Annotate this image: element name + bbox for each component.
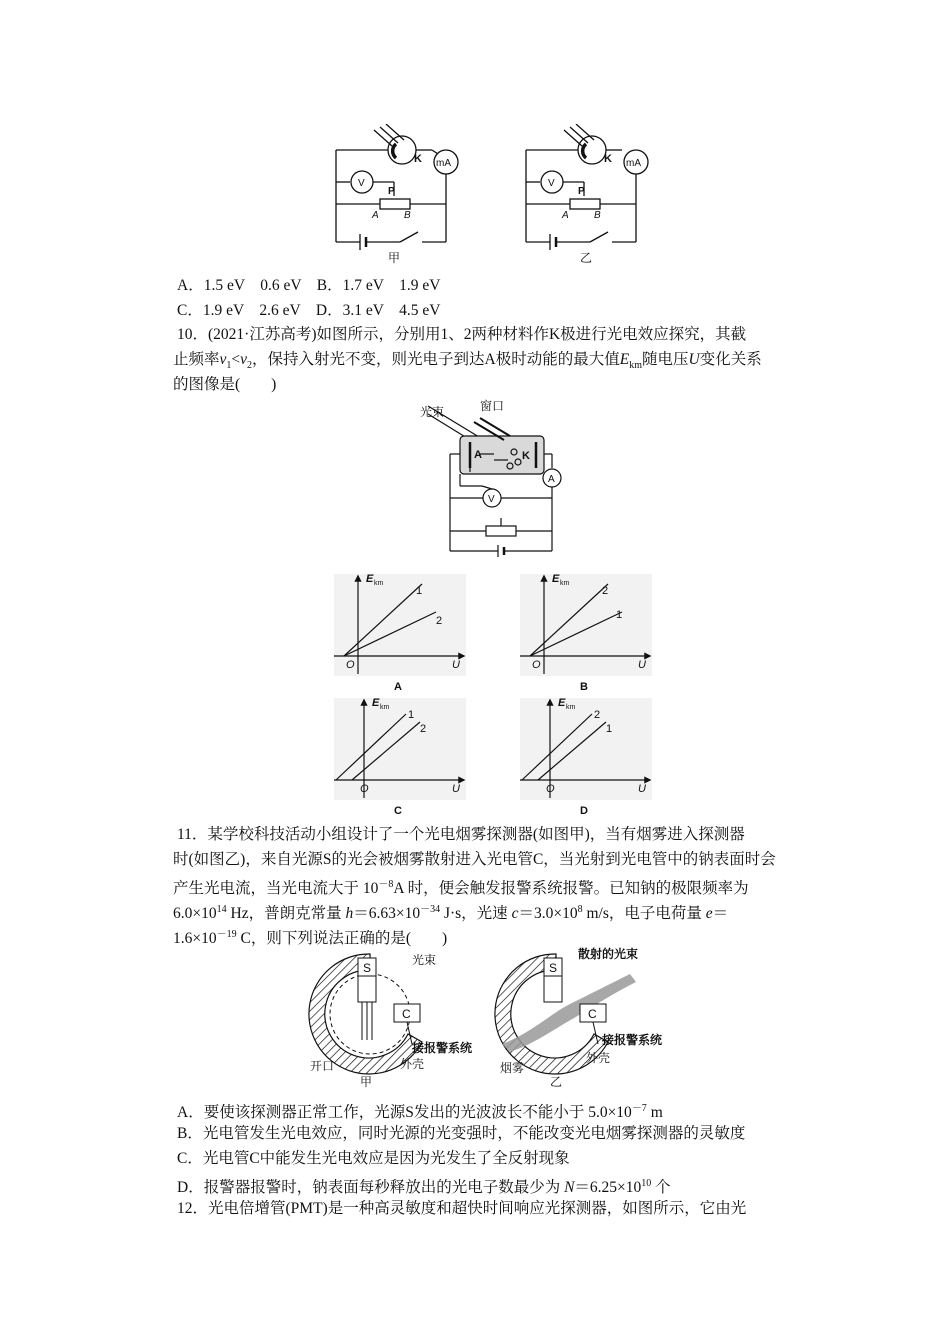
graph-label-B: B (580, 681, 588, 693)
svg-text:E: E (366, 573, 374, 585)
label-mA: mA (436, 158, 451, 169)
svg-text:C: C (402, 1007, 411, 1021)
label-B-2: B (594, 210, 601, 221)
svg-text:1: 1 (616, 609, 623, 621)
svg-text:接报警系统: 接报警系统 (412, 1041, 473, 1055)
circuit-yi (526, 124, 648, 250)
svg-text:1: 1 (408, 709, 415, 721)
svg-text:2: 2 (602, 585, 609, 597)
svg-text:km: km (380, 704, 390, 711)
svg-text:O: O (532, 659, 541, 671)
graph-A (334, 573, 466, 693)
svg-text:O: O (360, 783, 369, 795)
detector-yi (495, 946, 662, 1089)
svg-text:2: 2 (594, 709, 601, 721)
q9-options-line1: A．1.5 eV 0.6 eV B．1.7 eV 1.9 eV (177, 277, 441, 294)
label-chuangkou: 窗口 (480, 399, 505, 413)
circuit-jia (336, 124, 458, 250)
svg-text:U: U (452, 783, 460, 795)
svg-text:外壳: 外壳 (586, 1051, 611, 1065)
svg-text:O: O (346, 659, 355, 671)
q10-graphs (330, 570, 660, 816)
label-P: P (388, 186, 395, 197)
graph-C (334, 697, 466, 816)
label-guangshu: 光束 (420, 405, 445, 419)
svg-text:光束: 光束 (412, 953, 437, 967)
label-A: A (372, 210, 379, 221)
label-A-2: A (562, 210, 569, 221)
svg-text:O: O (546, 783, 555, 795)
q11-stem-line4: $6.0\times 10^{14}$ Hz，普朗克常量 $h=6.63\times 10^{-34}$ J·s，光速 $c=3.0\times 10^8$ m/s，电子电荷量 e＝ (173, 904, 729, 923)
svg-text:1: 1 (416, 585, 423, 597)
label-V-2: V (548, 178, 555, 189)
label-plate-K: K (522, 450, 530, 462)
q9-options-line2: C．1.9 eV 2.6 eV D．3.1 eV 4.5 eV (177, 302, 441, 319)
svg-text:km: km (560, 580, 570, 587)
label-P-2: P (578, 186, 585, 197)
svg-text:烟雾: 烟雾 (500, 1061, 525, 1075)
graph-D (520, 697, 652, 816)
q10-stem-line3: 的图像是( ) (173, 376, 277, 393)
graph-label-D: D (580, 805, 588, 816)
svg-text:C: C (588, 1007, 597, 1021)
q11-stem-line5: $1.6\times 10^{-19}$ C，则下列说法正确的是( ) (173, 929, 448, 948)
svg-text:乙: 乙 (550, 1075, 563, 1089)
svg-text:散射的光束: 散射的光束 (578, 947, 639, 961)
svg-text:甲: 甲 (360, 1075, 373, 1089)
q11-stem-line2: 时(如图乙)，来自光源S的光会被烟雾散射进入光电管C，当光射到光电管中的钠表面时会 (173, 851, 776, 868)
svg-text:U: U (638, 659, 646, 671)
svg-text:E: E (552, 573, 560, 585)
q11-option-A: A．要使该探测器正常工作，光源S发出的光波波长不能小于 $5.0\times 10^{-7}$ m (177, 1103, 663, 1122)
q11-option-B: B．光电管发生光电效应，同时光源的光变强时，不能改变光电烟雾探测器的灵敏度 (177, 1125, 746, 1142)
svg-text:km: km (566, 704, 576, 711)
label-yi: 乙 (580, 251, 593, 265)
q10-stem-line2: 止频率$\nu_1<\nu_2$，保持入射光不变，则光电子到达A极时动能的最大值$E_{km}$随电压U变化关系 (173, 351, 762, 372)
q12-stem-line1: 12．光电倍增管(PMT)是一种高灵敏度和超快时间响应光探测器，如图所示，它由光 (177, 1200, 747, 1217)
svg-text:S: S (363, 961, 372, 975)
svg-text:E: E (558, 697, 566, 709)
svg-text:km: km (374, 580, 384, 587)
svg-text:2: 2 (436, 615, 443, 627)
detector-jia (309, 952, 472, 1089)
q11-stem-line1: 11．某学校科技活动小组设计了一个光电烟雾探测器(如图甲)，当有烟雾进入探测器 (177, 826, 745, 843)
label-V: V (358, 178, 365, 189)
label-plate-A: A (474, 449, 482, 461)
q11-stem-line3: 产生光电流，当光电流大于 $10^{-8}A$ 时，便会触发报警系统报警。已知钠的极限频率为 (173, 879, 749, 898)
label-B: B (404, 210, 411, 221)
label-K: K (414, 153, 422, 165)
q11-option-D: D．报警器报警时，钠表面每秒释放出的光电子数最少为 $N=6.25\times 10^{10}$ 个 (177, 1178, 671, 1197)
label-mA-2: mA (626, 158, 641, 169)
svg-text:S: S (549, 961, 558, 975)
q9-circuit-figure (330, 124, 660, 266)
graph-B (520, 573, 652, 693)
label-K-2: K (604, 153, 612, 165)
svg-text:1: 1 (606, 723, 613, 735)
svg-text:E: E (372, 697, 380, 709)
label-jia: 甲 (388, 251, 401, 265)
svg-text:接报警系统: 接报警系统 (602, 1033, 663, 1047)
svg-text:开口: 开口 (310, 1059, 335, 1073)
svg-text:U: U (452, 659, 460, 671)
graph-label-C: C (394, 805, 402, 816)
svg-text:2: 2 (420, 723, 427, 735)
graph-label-A: A (394, 681, 402, 693)
q11-option-C: C．光电管C中能发生光电效应是因为光发生了全反射现象 (177, 1150, 570, 1167)
q10-apparatus-figure (414, 396, 564, 566)
label-voltmeter: V (488, 494, 495, 505)
q11-detector-figure (300, 944, 690, 1090)
q10-stem-line1: 10．(2021·江苏高考)如图所示，分别用1、2两种材料作K极进行光电效应探究，其截 (177, 326, 747, 343)
svg-text:U: U (638, 783, 646, 795)
label-ammeter: A (548, 474, 555, 485)
svg-text:外壳: 外壳 (400, 1057, 425, 1071)
